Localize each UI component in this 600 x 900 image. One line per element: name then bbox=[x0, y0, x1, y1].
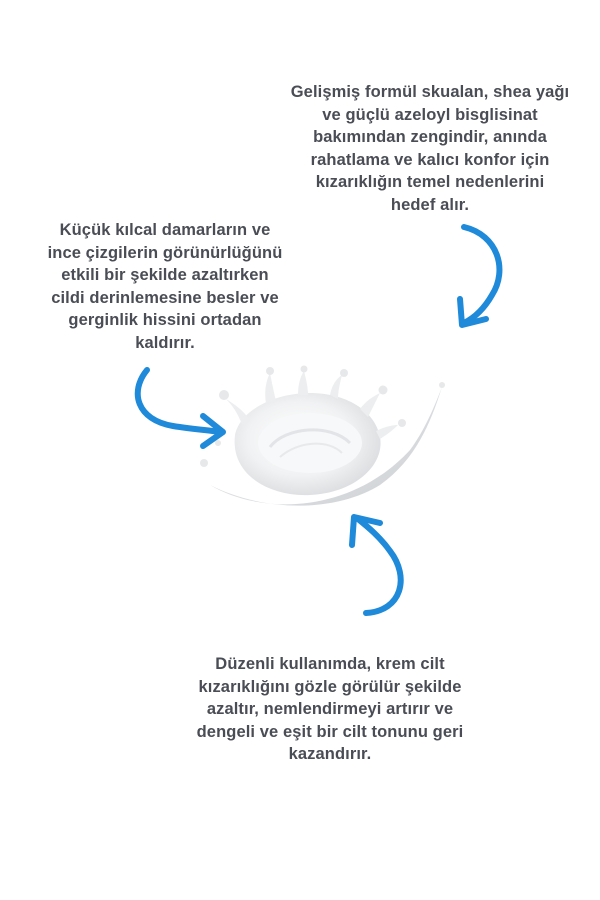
callout-capillaries-line: kaldırır. bbox=[135, 333, 195, 352]
callout-capillaries bbox=[15, 219, 315, 354]
callout-capillaries-line: ince çizgilerin görünürlüğünü bbox=[47, 243, 283, 262]
callout-formula-line: hedef alır. bbox=[390, 195, 470, 214]
callout-regular-use-line: kazandırır. bbox=[288, 745, 372, 763]
callout-regular-use bbox=[170, 653, 490, 766]
callout-regular-use-line: kızarıklığını gözle görülür şekilde bbox=[198, 677, 462, 696]
callout-formula-line: rahatlama ve kalıcı konfor için bbox=[310, 150, 550, 169]
callout-formula-line: Gelişmiş formül skualan, shea yağı bbox=[290, 83, 570, 101]
callout-capillaries-line: gerginlik hissini ortadan bbox=[68, 311, 262, 329]
callout-capillaries-line: cildi derinlemesine besler ve bbox=[51, 288, 279, 307]
callout-regular-use-line: azaltır, nemlendirmeyi artırır ve bbox=[206, 700, 454, 718]
callout-formula bbox=[270, 81, 590, 216]
callout-regular-use-line: Düzenli kullanımda, krem cilt bbox=[215, 655, 445, 673]
cream-splash-image bbox=[180, 365, 450, 525]
callout-formula-line: bakımından zengindir, anında bbox=[313, 128, 547, 146]
callout-formula-line: ve güçlü azeloyl bisglisinat bbox=[322, 105, 538, 124]
callout-regular-use-line: dengeli ve eşit bir cilt tonunu geri bbox=[196, 722, 464, 741]
callout-capillaries-line: etkili bir şekilde azaltırken bbox=[61, 266, 269, 284]
curved-arrow-down-left-icon bbox=[440, 215, 530, 340]
callout-capillaries-line: Küçük kılcal damarların ve bbox=[59, 221, 271, 239]
callout-formula-line: kızarıklığın temel nedenlerini bbox=[315, 173, 545, 191]
